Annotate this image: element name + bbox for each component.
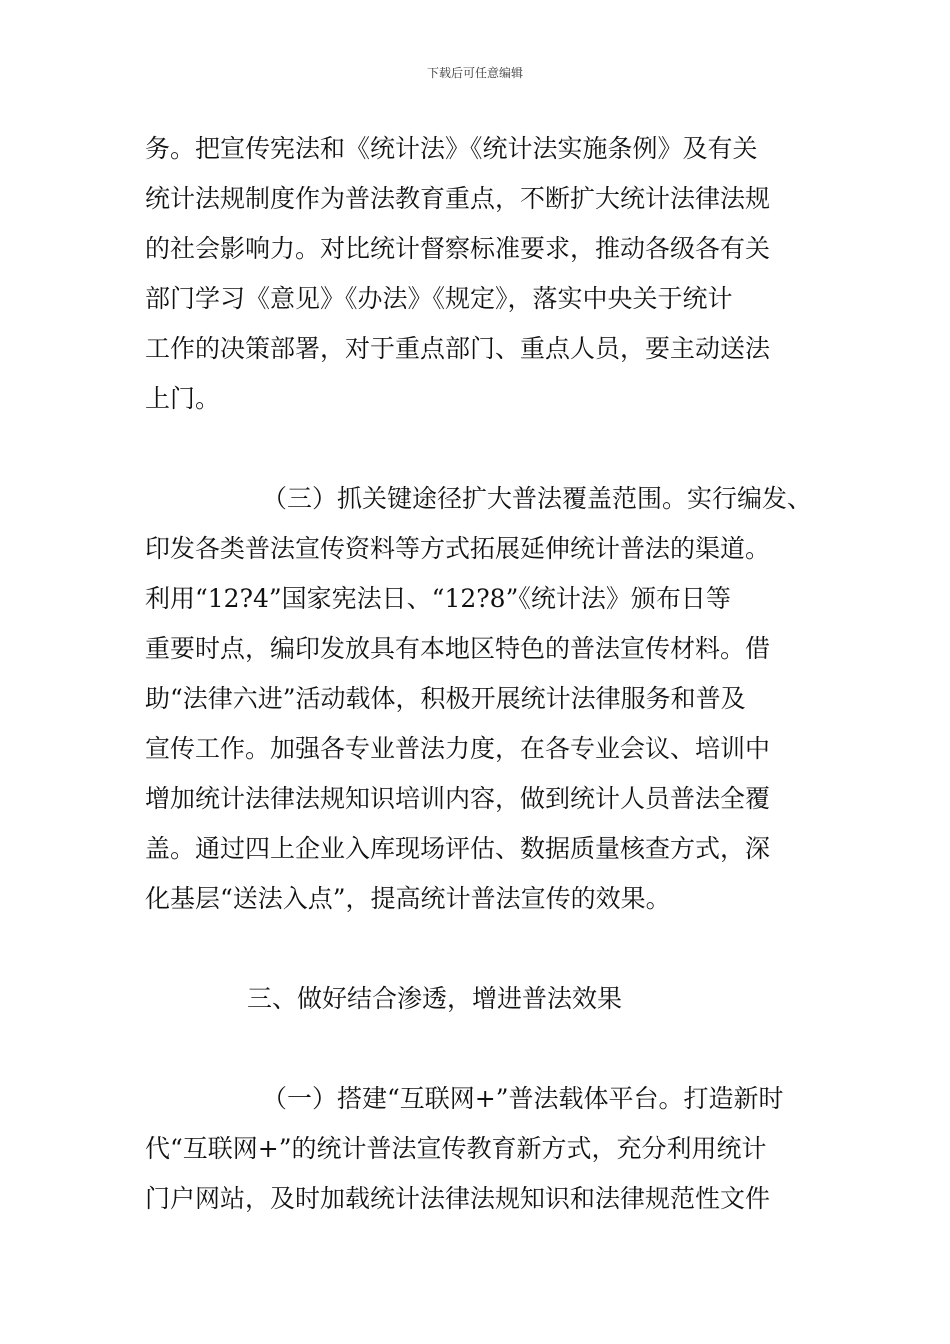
section-heading: 三、做好结合渗透，增进普法效果	[247, 984, 623, 1013]
text-line: （三）抓关键途径扩大普法覆盖范围。实行编发、	[262, 484, 813, 513]
text-line: 助“法律六进”活动载体，积极开展统计法律服务和普及	[145, 684, 746, 713]
text-line: 化基层“送法入点”，提高统计普法宣传的效果。	[145, 884, 671, 913]
text-line: 统计法规制度作为普法教育重点，不断扩大统计法律法规	[145, 184, 771, 213]
page-header: 下载后可任意编辑	[426, 66, 523, 80]
text-line: 代“互联网+”的统计普法宣传教育新方式，充分利用统计	[145, 1134, 767, 1163]
text-line: 重要时点，编印发放具有本地区特色的普法宣传材料。借	[145, 634, 771, 663]
text-line: 工作的决策部署，对于重点部门、重点人员，要主动送法	[145, 334, 771, 363]
text-line: 印发各类普法宣传资料等方式拓展延伸统计普法的渠道。	[145, 534, 771, 563]
text-line: 增加统计法律法规知识培训内容，做到统计人员普法全覆	[145, 784, 771, 813]
text-line: 务。把宣传宪法和《统计法》《统计法实施条例》及有关	[145, 134, 758, 163]
text-line: 宣传工作。加强各专业普法力度，在各专业会议、培训中	[145, 734, 771, 763]
text-line: 利用“12?4”国家宪法日、“12?8”《统计法》颁布日等	[145, 584, 731, 613]
text-line: 部门学习《意见》《办法》《规定》，落实中央关于统计	[145, 284, 733, 313]
text-line: 上门。	[145, 384, 221, 413]
text-line: （一）搭建“互联网+”普法载体平台。打造新时	[262, 1084, 784, 1113]
text-line: 门户网站，及时加载统计法律法规知识和法律规范性文件	[145, 1184, 771, 1213]
text-line: 盖。通过四上企业入库现场评估、数据质量核查方式，深	[145, 834, 771, 863]
text-line: 的社会影响力。对比统计督察标准要求，推动各级各有关	[145, 234, 771, 263]
